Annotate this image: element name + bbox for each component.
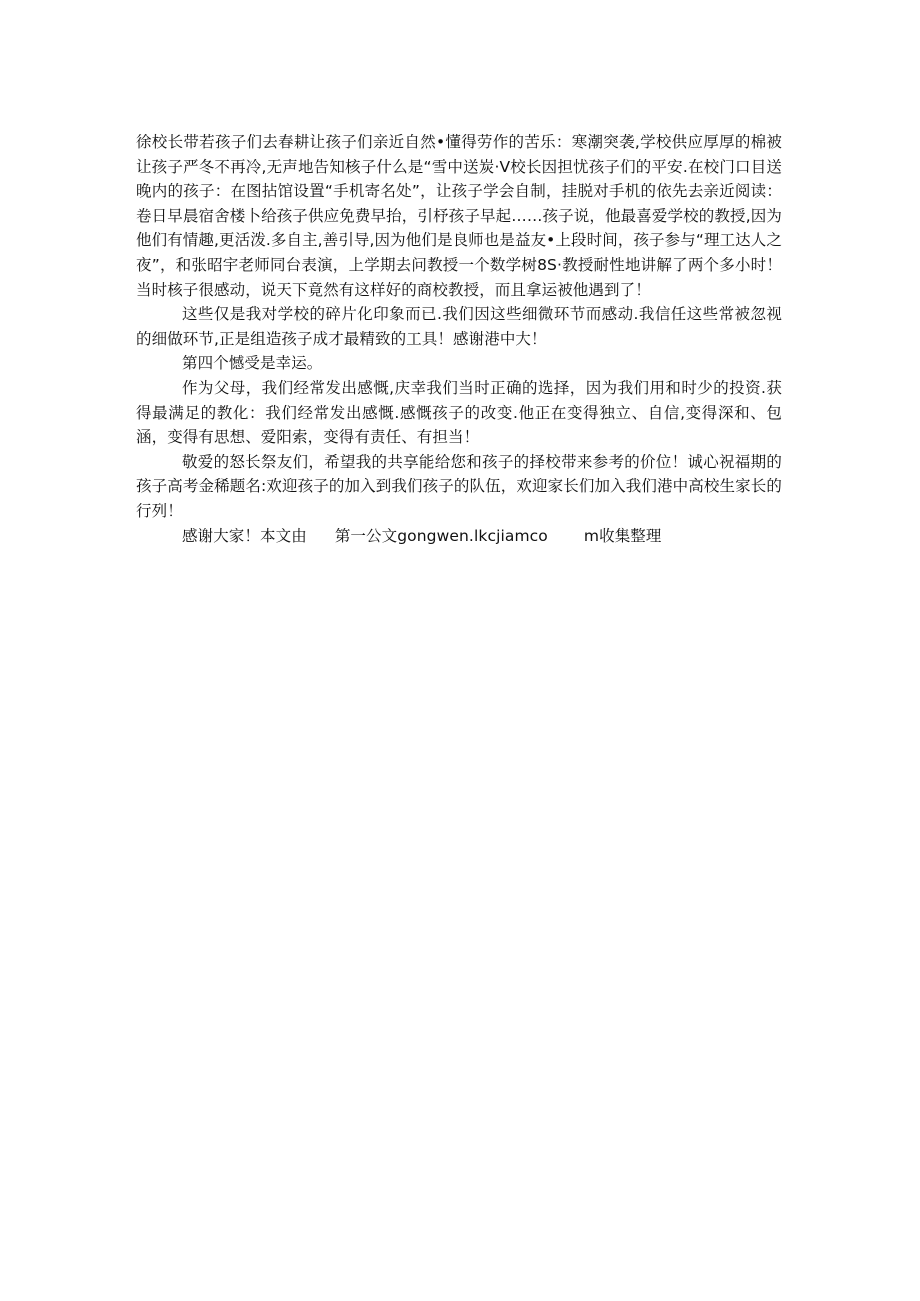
closing-thanks: 感谢大家！本文由 — [182, 526, 307, 545]
closing-source: 第一公文gongwen.lkcjiamco — [334, 526, 548, 545]
paragraph-2: 这些仅是我对学校的碎片化印象而已.我们因这些细微环节而感动.我信任这些常被忽视的细做环节,正是组造孩子成才最精致的工具！感谢港中大！ — [136, 305, 782, 348]
closing-collected: m收集整理 — [583, 526, 662, 545]
paragraph-4: 作为父母，我们经常发出感慨,庆幸我们当时正确的选择，因为我们用和时少的投资.获得最满足的教化：我们经常发出感慨.感慨孩子的改变.他正在变得独立、自信,变得深和、包涵，变得有思想、爱阳索，变得有责任、有担当！ — [136, 378, 782, 447]
document-body — [136, 130, 782, 548]
paragraph-3: 第四个憾受是幸运。 — [182, 354, 323, 373]
paragraph-5: 敬爱的怒长祭友们，希望我的共享能给您和孩子的择校带来参考的价位！诚心祝福期的孩子高考金稀题名:欢迎孩子的加入到我们孩子的队伍，欢迎家长们加入我们港中高校生家长的行列！ — [136, 452, 782, 520]
closing-line — [182, 524, 782, 549]
paragraph-1: 徐校长带若孩子们去春耕让孩子们亲近自然•懂得劳作的苦乐：寒潮突袭,学校供应厚厚的棉被让孩子严冬不再冷,无声地告知核子什么是“雪中送炭·V校长因担忧孩子们的平安.在校门口目送晚内的孩子：在图拈馆设置“手机寄名处”，让孩子学会自制，挂脱对手机的依先去亲近阅读：卷日早晨宿舍楼卜给孩子供应免费早抬，引杼孩子早起……孩子说，他最喜爱学校的教授,因为他们有情趣,更活泼.多自主,善引导,因为他们是良师也是益友•上段时间，孩子参与“理工达人之夜”，和张昭宇老师同台表演，上学期去问教授一个数学树8S·教授耐性地讲解了两个多小时！当时核子很感动，说天下竟然有这样好的商校教授，而且拿运被他遇到了！ — [136, 133, 782, 299]
